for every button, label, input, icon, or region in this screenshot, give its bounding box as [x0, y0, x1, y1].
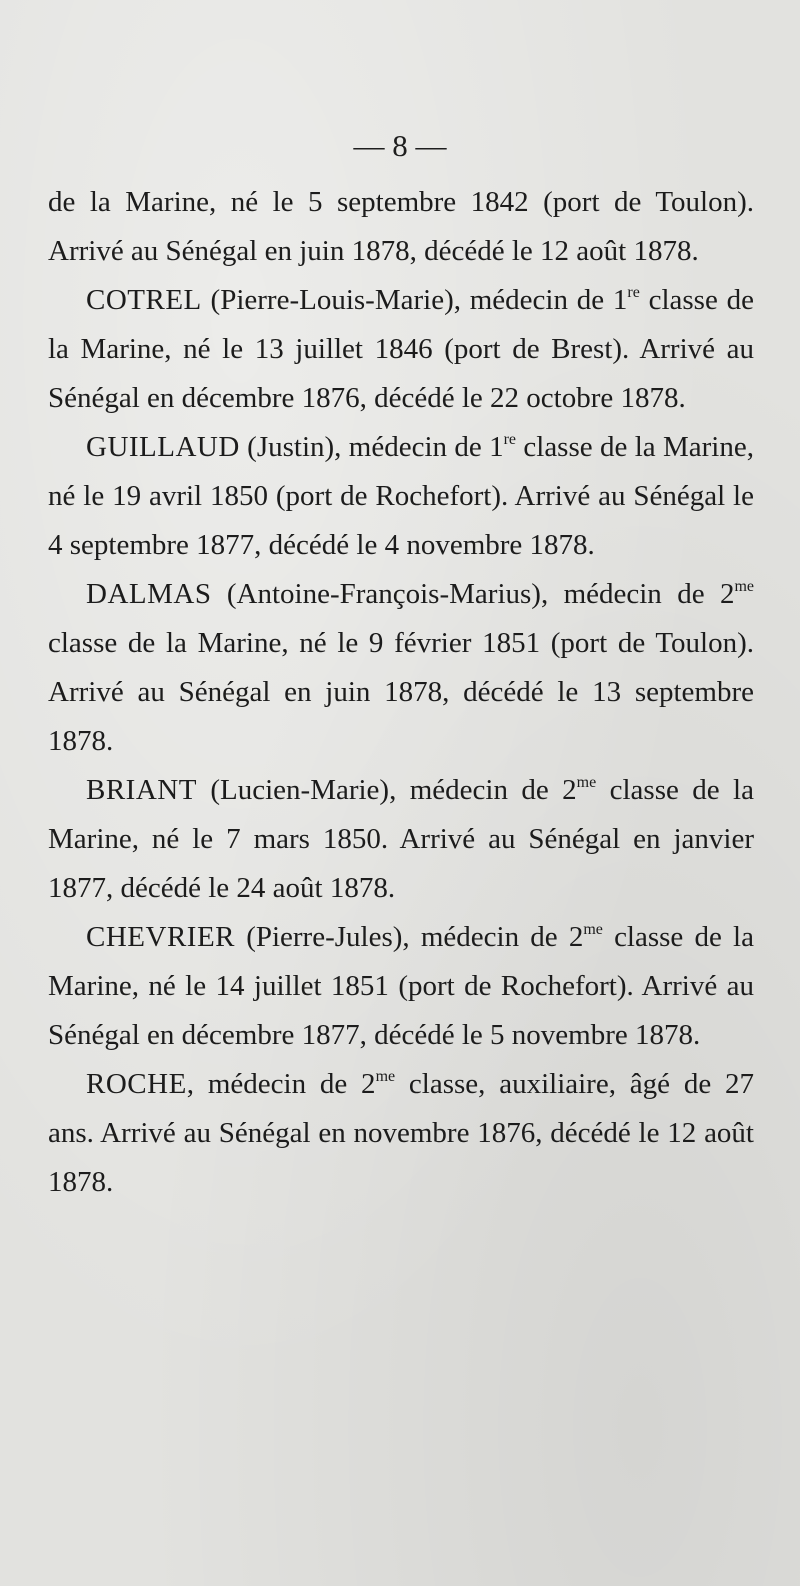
entry-name: GUILLAUD: [86, 431, 240, 463]
entry-text: classe de la Marine, né le 9 février 1851 (port de Toulon). Arrivé au Sénégal en juin 1878, décédé le 13 septembre 1878.: [48, 627, 754, 757]
entry-paragraph: [48, 423, 754, 570]
entry-name: ROCHE: [86, 1068, 187, 1100]
entry-superscript: me: [375, 1068, 396, 1085]
entry-text: (Lucien-Marie), médecin de 2: [196, 774, 577, 806]
entry-paragraph: [48, 570, 754, 766]
entry-text: , médecin de 2: [186, 1068, 376, 1100]
entry-text: classe de la Marine, né le 19 avril 1850 (port de Rochefort). Arrivé au Sénégal le 4 septembre 1877, décédé le 4 novembre 1878.: [48, 431, 754, 561]
page-number: — 8 —: [353, 128, 447, 163]
entry-superscript: re: [627, 284, 640, 301]
entry-paragraph: [48, 913, 754, 1060]
entry-text: (Justin), médecin de 1: [239, 431, 504, 463]
entry-text: (Antoine-François-Marius), médecin de 2: [211, 578, 735, 610]
entry-name: CHEVRIER: [86, 921, 235, 953]
entry-name: COTREL: [86, 284, 202, 316]
text-body: [48, 178, 754, 1207]
entry-paragraph: [48, 766, 754, 913]
entry-superscript: re: [503, 431, 517, 448]
entry-name: DALMAS: [86, 578, 212, 610]
entry-text: classe de la Marine, né le 14 juillet 1851 (port de Rochefort). Arrivé au Sénégal en décembre 1877, décédé le 5 novembre 1878.: [48, 921, 754, 1051]
entry-paragraph: [48, 1060, 754, 1207]
entry-superscript: me: [576, 774, 597, 791]
entry-text: classe de la Marine, né le 13 juillet 1846 (port de Brest). Arrivé au Sénégal en décembre 1876, décédé le 22 octobre 1878.: [48, 284, 754, 414]
entry-superscript: me: [583, 921, 603, 938]
entry-text: (Pierre-Louis-Marie), médecin de 1: [201, 284, 628, 316]
entry-superscript: me: [734, 578, 754, 595]
entry-paragraph: [48, 276, 754, 423]
entry-text: classe, auxiliaire, âgé de 27 ans. Arrivé au Sénégal en novembre 1876, décédé le 12 août 1878.: [48, 1068, 754, 1198]
entry-text: classe de la Marine, né le 7 mars 1850. Arrivé au Sénégal en janvier 1877, décédé le 24 août 1878.: [48, 774, 754, 904]
entry-text: (Pierre-Jules), médecin de 2: [235, 921, 584, 953]
continuation-paragraph: de la Marine, né le 5 septembre 1842 (port de Toulon). Arrivé au Sénégal en juin 1878, décédé le 12 août 1878.: [48, 186, 754, 267]
entry-name: BRIANT: [86, 774, 197, 806]
